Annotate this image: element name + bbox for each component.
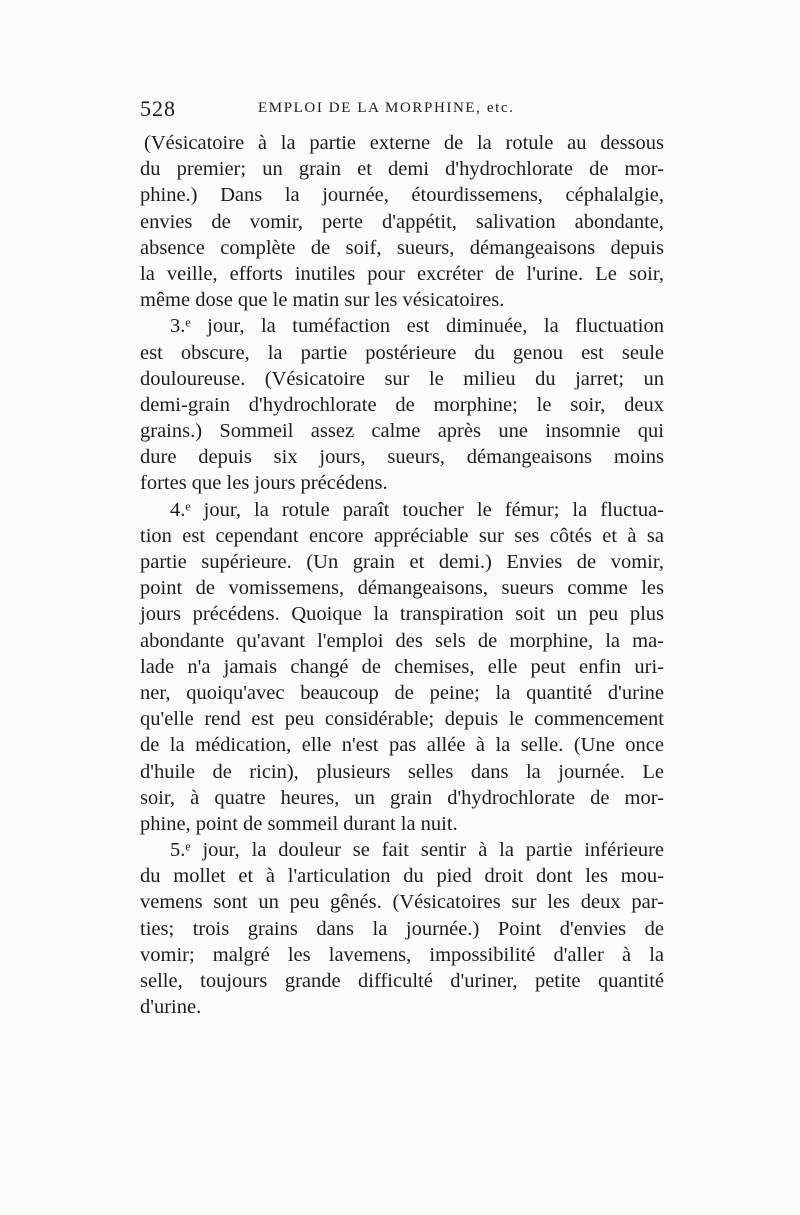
text-line: point de vomissemens, démangeaisons, sueurs comme les	[140, 577, 664, 600]
text-line: partie supérieure. (Un grain et demi.) Envies de vomir,	[140, 551, 664, 573]
text-line: ties; trois grains dans la journée.) Point d'envies de	[140, 917, 664, 940]
text-line: d'urine.	[140, 996, 202, 1019]
text-line: 4.ᵉ jour, la rotule paraît toucher le fémur; la fluctua-	[170, 498, 664, 521]
text-line: d'huile de ricin), plusieurs selles dans la journée. Le	[140, 760, 664, 783]
text-line: selle, toujours grande difficulté d'uriner, petite quantité	[140, 970, 664, 992]
text-line: demi-grain d'hydrochlorate de morphine; le soir, deux	[140, 393, 664, 416]
text-line: abondante qu'avant l'emploi des sels de morphine, la ma-	[140, 629, 664, 652]
text-line: vomir; malgré les lavemens, impossibilité d'aller à la	[140, 943, 664, 966]
text-line: ner, quoiqu'avec beaucoup de peine; la quantité d'urine	[140, 681, 664, 704]
text-line: qu'elle rend est peu considérable; depuis le commencement	[140, 708, 664, 731]
text-line: même dose que le matin sur les vésicatoires.	[140, 289, 505, 312]
text-line: la veille, efforts inutiles pour excréter de l'urine. Le soir,	[140, 262, 664, 285]
text-line: fortes que les jours précédens.	[140, 472, 388, 495]
page-header	[140, 96, 664, 126]
text-line: du premier; un grain et demi d'hydrochlorate de mor-	[140, 158, 664, 181]
text-line: vemens sont un peu gênés. (Vésicatoires sur les deux par-	[140, 891, 664, 914]
body-text	[140, 130, 664, 1020]
page-number: 528	[140, 96, 176, 121]
text-line: 3.ᵉ jour, la tuméfaction est diminuée, la fluctuation	[170, 315, 664, 338]
text-line: du mollet et à l'articulation du pied droit dont les mou-	[140, 865, 664, 888]
text-line: lade n'a jamais changé de chemises, elle peut enfin uri-	[140, 655, 664, 678]
text-line: soir, à quatre heures, un grain d'hydrochlorate de mor-	[140, 786, 664, 809]
running-title: EMPLOI DE LA MORPHINE, etc.	[258, 100, 515, 116]
text-line: absence complète de soif, sueurs, démangeaisons depuis	[140, 236, 664, 259]
text-line: grains.) Sommeil assez calme après une insomnie qui	[140, 420, 664, 443]
text-line: envies de vomir, perte d'appétit, salivation abondante,	[140, 210, 664, 233]
text-line: 5.ᵉ jour, la douleur se fait sentir à la partie inférieure	[170, 839, 664, 862]
text-line: de la médication, elle n'est pas allée à la selle. (Une once	[140, 734, 664, 757]
text-line: est obscure, la partie postérieure du genou est seule	[140, 341, 664, 364]
text-line: phine.) Dans la journée, étourdissemens, céphalalgie,	[140, 184, 664, 207]
text-line: phine, point de sommeil durant la nuit.	[140, 812, 458, 835]
text-line: douloureuse. (Vésicatoire sur le milieu du jarret; un	[140, 367, 664, 390]
text-line: tion est cependant encore appréciable sur ses côtés et à sa	[140, 524, 664, 547]
text-line: (Vésicatoire à la partie externe de la rotule au dessous	[144, 132, 664, 154]
text-line: jours précédens. Quoique la transpiration soit un peu plus	[140, 603, 664, 626]
text-line: dure depuis six jours, sueurs, démangeaisons moins	[140, 446, 664, 469]
